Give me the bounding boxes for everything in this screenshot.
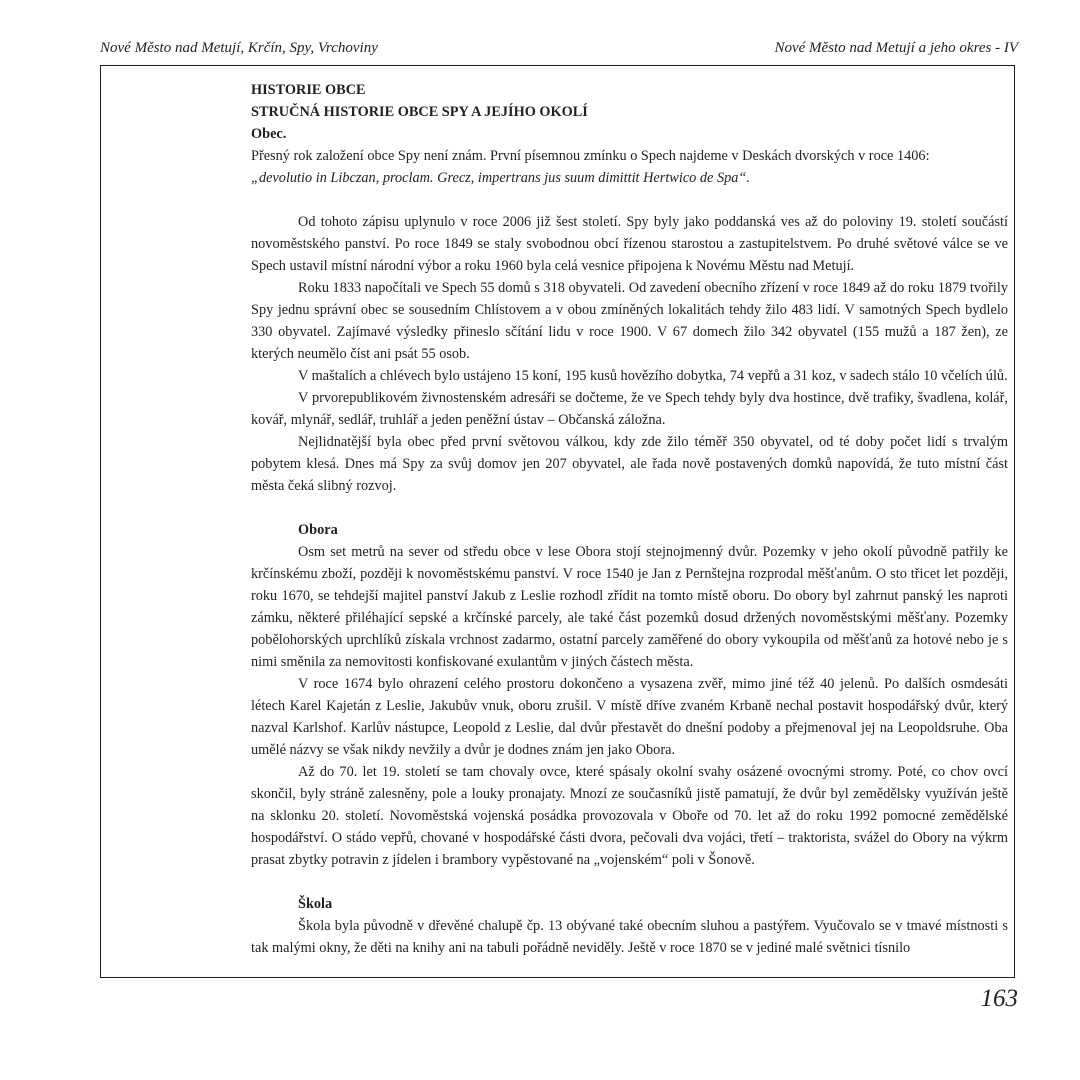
running-header-left: Nové Město nad Metují, Krčín, Spy, Vrchoviny [100,40,378,56]
running-header-right: Nové Město nad Metují a jeho okres - IV [774,40,1018,56]
section-heading-obec: Obec. [251,126,287,142]
paragraph: Roku 1833 napočítali ve Spech 55 domů s 318 obyvateli. Od zavedení obecního zřízení v roce 1849 až do roku 1879 tvořily Spy jednu správní obec se sousedním Chlístovem a v obou zmíněných lokalitách tehdy žilo 483 lidí. V samotných Spech bydlelo 330 obyvatel. Zajímavé výsledky přineslo sčítání lidu v roce 1900. V 67 domech žilo 342 obyvatel (155 mužů a 187 žen), ze kterých neumělo číst ani psát 55 osob. [251,280,1008,362]
section-heading-obora: Obora [298,522,338,538]
paragraph: Osm set metrů na sever od středu obce v lese Obora stojí stejnojmenný dvůr. Pozemky v jeho okolí původně patřily ke krčínskému zboží, později k novoměstskému panství. V roce 1540 je Jan z Pernštejna rozprodal měšťanům. O sto třicet let později, roku 1670, se tehdejší majitel panství Jakub z Leslie rozhodl zřídit na tomto místě oboru. Do obory byl zahrnut panský les naproti zámku, některé přiléhající sepské a krčínské parcely, ale také část pozemků dosud držených novoměstskými měšťany. Pozemky pobělohorských uprchlíků získala vrchnost zadarmo, ostatní parcely zaměřené do obory vykoupila od měšťanů za hotové nebo je s nimi směnila za nemovitosti konfiskované exulantům v jiných částech města. [251,544,1008,670]
paragraph: Škola byla původně v dřevěné chalupě čp. 13 obývané také obecním sluhou a pastýřem. Vyučovalo se v tmavé místnosti s tak malými okny, že děti na knihy ani na tabuli pořádně neviděly. Ještě v roce 1870 se v jediné malé světnici tísnilo [251,918,1008,956]
paragraph-gap [251,189,1008,211]
latin-quote-text: „devolutio in Libczan, proclam. Grecz, impertrans jus suum dimittit Hertwico de Spa“. [251,170,750,186]
paragraph: V roce 1674 bylo ohrazení celého prostoru dokončeno a vysazena zvěř, mimo jiné též 40 jelenů. Po dalších osmdesáti létech Karel Kajetán z Leslie, Jakubův vnuk, oboru zrušil. V místě dříve zvaném Krbaně nechal postavit hospodářský dvůr, který nazval Karlshof. Karlův nástupce, Leopold z Leslie, dal dvůr přestavět do dnešní podoby a přejmenoval jej na Leopoldsruhe. Oba umělé názvy se však nikdy nevžily a dvůr je dodnes znám jen jako Obora. [251,676,1008,758]
text-frame [100,65,1015,978]
paragraph: Až do 70. let 19. století se tam chovaly ovce, které spásaly okolní svahy osázené ovocnými stromy. Poté, co chov ovcí skončil, byly stráně zalesněny, pole a louky pronajaty. Mnozí ze současníků jistě pamatují, že dvůr byl zemědělsky využíván ještě na sklonku 20. století. Novoměstská vojenská posádka provozovala v Oboře od 70. let až do roku 1992 pomocné zemědělské hospodářství. O stádo vepřů, chované v hospodářské části dvora, pečovali dva vojáci, třetí – traktorista, svážel do Obory na výkrm prasat zbytky potravin z jídelen i brambory vypěstované na „vojenském“ poli v Šonově. [251,764,1008,868]
section-gap [251,497,1008,519]
paragraph: V prvorepublikovém živnostenském adresáři se dočteme, že ve Spech tehdy byly dva hostince, dvě trafiky, švadlena, kolář, kovář, mlynář, sedlář, truhlář a jeden peněžní ústav – Občanská záložna. [251,390,1008,428]
paragraph: V maštalích a chlévech bylo ustájeno 15 koní, 195 kusů hovězího dobytka, 74 vepřů a 31 koz, v sadech stálo 10 včelích úlů. [298,368,1008,384]
section-gap [251,871,1008,893]
article-body [251,79,1008,959]
article-title: HISTORIE OBCE [251,82,366,98]
paragraph: Nejlidnatější byla obec před první světovou válkou, kdy zde žilo téměř 350 obyvatel, od té doby počet lidí s trvalým pobytem klesá. Dnes má Spy za svůj domov jen 207 obyvatel, ale řada nově postavených domků napovídá, že tuto místní část města čeká slibný rozvoj. [251,434,1008,494]
page-number: 163 [980,985,1018,1012]
paragraph: Od tohoto zápisu uplynulo v roce 2006 již šest století. Spy byly jako poddanská ves až do poloviny 19. století součástí novoměstského panství. Po roce 1849 se staly svobodnou obcí řízenou starostou a zastupitelstvem. Po druhé světové válce se ve Spech ustavil místní národní výbor a roku 1960 byla celá vesnice připojena k Novému Městu nad Metují. [251,214,1008,274]
article-subtitle: STRUČNÁ HISTORIE OBCE SPY A JEJÍHO OKOLÍ [251,104,588,120]
paragraph: Přesný rok založení obce Spy není znám. První písemnou zmínku o Spech najdeme v Deskách dvorských v roce 1406: [251,148,930,164]
section-heading-skola: Škola [298,896,333,912]
latin-quote [251,167,1008,189]
